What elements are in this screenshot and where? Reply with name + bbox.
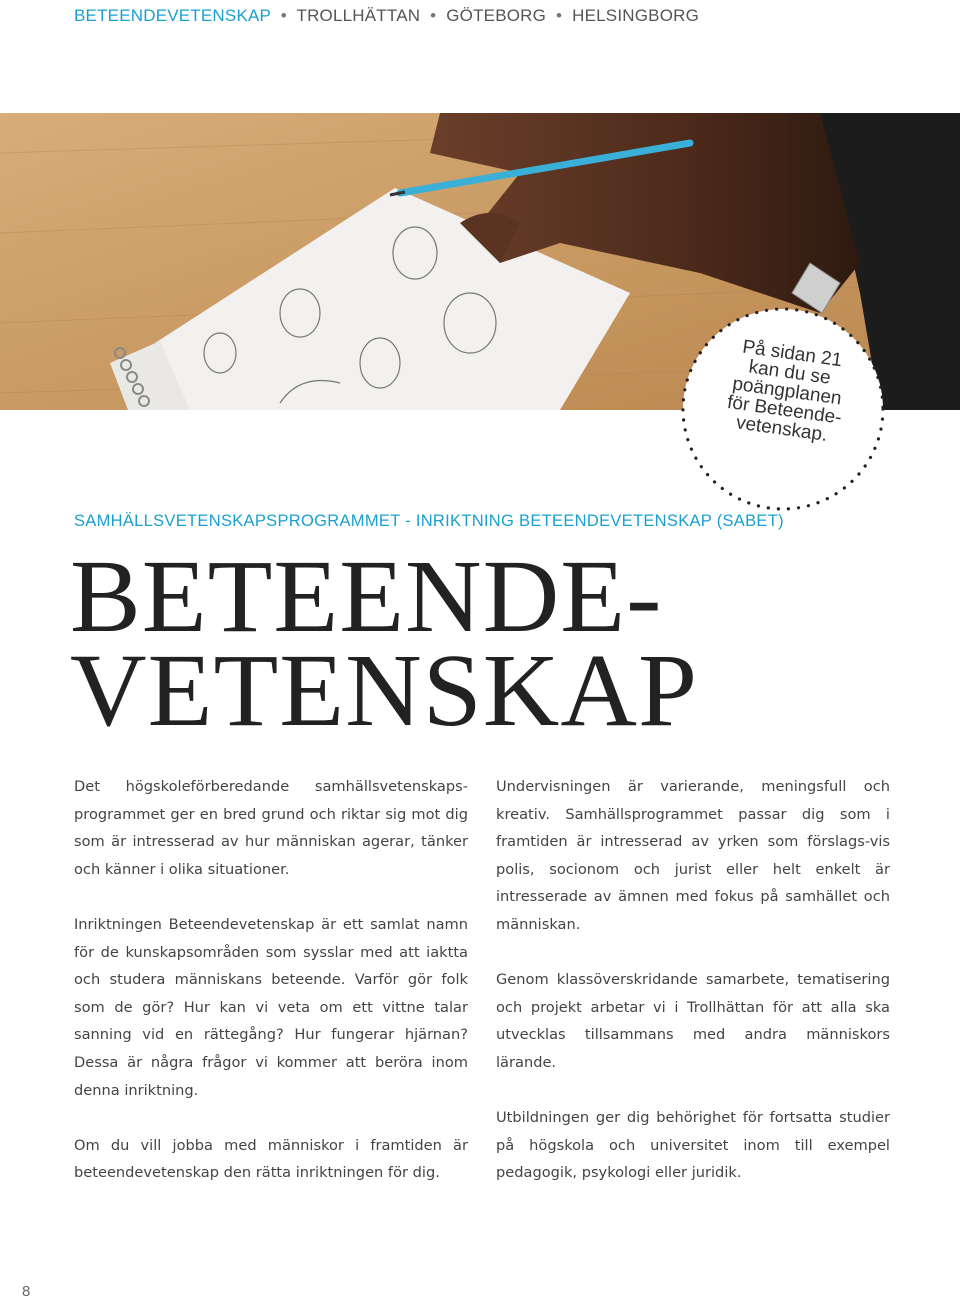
- header-line: [74, 6, 699, 26]
- paragraph: Genom klassöverskridande samarbete, tematisering och projekt arbetar vi i Trollhättan för att alla ska utvecklas tillsammans med andra människors lärande.: [496, 971, 890, 1071]
- page-title-line-1: BETEENDE-: [70, 539, 663, 654]
- info-badge: [678, 304, 888, 514]
- page-title-line-2: VETENSKAP: [70, 633, 699, 748]
- paragraph: Om du vill jobba med människor i framtiden är beteendevetenskap den rätta inriktningen för dig.: [74, 1136, 468, 1182]
- paragraph: Det högskoleförberedande samhällsvetenskaps-programmet ger en bred grund och riktar sig mot dig som är intresserad av hur människan agerar, tänker och känner i olika situationer.: [74, 778, 468, 878]
- paragraph: Utbildningen ger dig behörighet för fortsatta studier på högskola och universitet inom till exempel pedagogik, psykologi eller juridik.: [496, 1109, 890, 1182]
- header-separator: •: [430, 6, 437, 25]
- paragraph: Inriktningen Beteendevetenskap är ett samlat namn för de kunskapsområden som sysslar med att iaktta och studera människans beteende. Varför gör folk som de gör? Hur kan vi veta om ett vittne talar sanning vid en rättegång? Hur fungerar hjärnan? Dessa är några frågor vi kommer att beröra inom denna inriktning.: [74, 915, 468, 1099]
- header-program-label: BETEENDEVETENSKAP: [74, 6, 271, 25]
- page-number: 8: [22, 1283, 31, 1300]
- paragraph: Undervisningen är varierande, meningsfull och kreativ. Samhällsprogrammet passar dig som i framtiden är intresserad av yrken som förslags-vis polis, socionom och jurist eller helt enkelt är intresserade av ämnen med fokus på samhället och människan.: [496, 778, 890, 933]
- header-separator: •: [280, 6, 287, 25]
- header-location-1: TROLLHÄTTAN: [296, 6, 421, 25]
- header-location-2: GÖTEBORG: [446, 6, 547, 25]
- right-text-column: [496, 773, 890, 1215]
- header-location-3: HELSINGBORG: [572, 6, 700, 25]
- page-title: [70, 539, 699, 748]
- program-subtitle: SAMHÄLLSVETENSKAPSPROGRAMMET - INRIKTNING BETEENDEVETENSKAP (SABET): [74, 512, 784, 530]
- badge-text: På sidan 21 kan du se poängplanen för Beteende- vetenskap.: [725, 336, 844, 446]
- left-text-column: [74, 773, 468, 1215]
- header-separator: •: [556, 6, 563, 25]
